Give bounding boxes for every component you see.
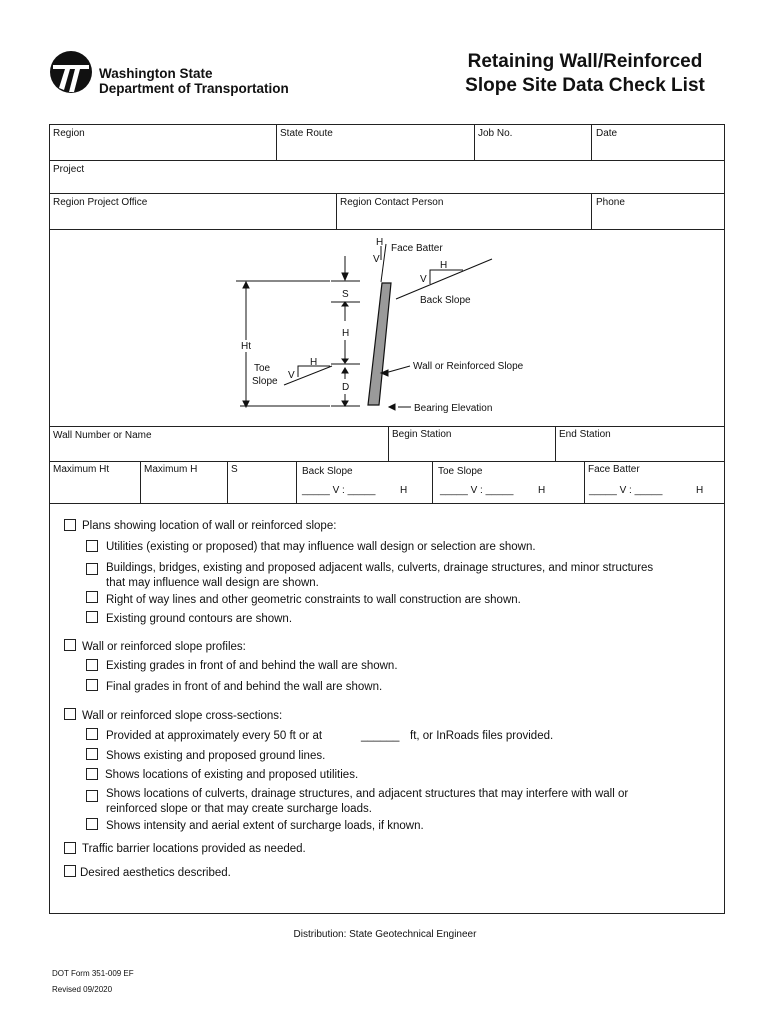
final-grades-checkbox[interactable] [86, 679, 98, 691]
toe-slope-v-label: V [288, 370, 295, 381]
buildings-checkbox[interactable] [86, 563, 98, 575]
contours-checkbox[interactable] [86, 611, 98, 623]
back-slope-v-label: V [420, 274, 427, 285]
right-of-way-label: Right of way lines and other geometric constraints to wall construction are shown. [106, 594, 521, 606]
wall-number-field[interactable]: Wall Number or Name [53, 430, 152, 441]
sections-checkbox[interactable] [64, 708, 76, 720]
end-station-field[interactable]: End Station [559, 429, 611, 440]
date-field[interactable]: Date [596, 128, 618, 139]
toe-label: Toe [254, 363, 271, 374]
right-of-way-checkbox[interactable] [86, 591, 98, 603]
wall-body [368, 283, 391, 405]
toe-slope-field[interactable]: Toe Slope [438, 466, 483, 477]
utilities-locations-checkbox[interactable] [86, 768, 98, 780]
maximum-ht-field[interactable]: Maximum Ht [53, 464, 110, 475]
back-slope-field[interactable]: Back Slope [302, 466, 353, 477]
existing-grades-label: Existing grades in front of and behind the wall are shown. [106, 660, 398, 672]
s-field[interactable]: S [231, 464, 238, 475]
face-batter-h: H [696, 485, 704, 496]
plans-checkbox[interactable] [64, 519, 76, 531]
final-grades-label: Final grades in front of and behind the wall are shown. [106, 681, 383, 693]
ground-lines-label: Shows existing and proposed ground lines. [106, 750, 326, 762]
bearing-label: Bearing Elevation [414, 403, 493, 414]
toe-slope-h: H [538, 485, 546, 496]
toe-slope-h-label: H [310, 357, 318, 368]
utilities-locations-label: Shows locations of existing and proposed utilities. [105, 769, 359, 781]
region-project-office-field[interactable]: Region Project Office [53, 197, 148, 208]
h-label: H [342, 328, 350, 339]
sections-label: Wall or reinforced slope cross-sections: [82, 710, 283, 722]
back-slope-h-label: H [440, 260, 448, 271]
title-line-2: Slope Site Data Check List [465, 75, 705, 96]
interval-input[interactable]: ______ [361, 730, 400, 742]
traffic-barrier-label: Traffic barrier locations provided as needed. [82, 843, 306, 855]
traffic-barrier-checkbox[interactable] [64, 842, 76, 854]
contours-label: Existing ground contours are shown. [106, 613, 293, 625]
back-slope-ratio[interactable]: _____ V : _____ [302, 485, 376, 496]
back-slope-h: H [400, 485, 408, 496]
buildings-label: Buildings, bridges, existing and proposed adjacent walls, culverts, drainage structures, and minor structures that may influence wall design are shown. [106, 562, 654, 589]
interval-label-end: ft, or InRoads files provided. [410, 730, 554, 742]
face-batter-v-label: V [373, 254, 380, 265]
title-line-1: Retaining Wall/Reinforced [467, 51, 703, 72]
surcharge-label: Shows intensity and aerial extent of surcharge loads, if known. [106, 820, 424, 832]
wall-label: Wall or Reinforced Slope [413, 361, 524, 372]
maximum-h-field[interactable]: Maximum H [144, 464, 198, 475]
form-number: DOT Form 351-009 EF [52, 969, 134, 978]
culverts-checkbox[interactable] [86, 790, 98, 802]
utilities-label: Utilities (existing or proposed) that may influence wall design or selection are shown. [106, 541, 536, 553]
existing-grades-checkbox[interactable] [86, 659, 98, 671]
distribution: Distribution: State Geotechnical Engineer [293, 929, 477, 940]
slope-label: Slope [252, 376, 278, 387]
culverts-label: Shows locations of culverts, drainage structures, and adjacent structures that may interfere with wall or reinforced slope or that may create surcharge loads. [106, 788, 629, 815]
face-batter-h-label: H [376, 237, 384, 248]
ground-lines-checkbox[interactable] [86, 748, 98, 760]
org-line-2: Department of Transportation [99, 81, 289, 96]
utilities-checkbox[interactable] [86, 540, 98, 552]
surcharge-checkbox[interactable] [86, 818, 98, 830]
interval-checkbox[interactable] [86, 728, 98, 740]
back-slope-label: Back Slope [420, 295, 471, 306]
region-contact-person-field[interactable]: Region Contact Person [340, 197, 444, 208]
aesthetics-checkbox[interactable] [64, 865, 76, 877]
plans-label: Plans showing location of wall or reinforced slope: [82, 520, 337, 532]
face-batter-ratio[interactable]: _____ V : _____ [589, 485, 663, 496]
ht-label: Ht [241, 341, 251, 352]
toe-slope-ratio[interactable]: _____ V : _____ [440, 485, 514, 496]
d-label: D [342, 382, 350, 393]
region-field[interactable]: Region [53, 128, 85, 139]
profiles-label: Wall or reinforced slope profiles: [82, 641, 246, 653]
phone-field[interactable]: Phone [596, 197, 625, 208]
org-line-1: Washington State [99, 66, 213, 81]
begin-station-field[interactable]: Begin Station [392, 429, 452, 440]
face-batter-label: Face Batter [391, 243, 443, 254]
revised-date: Revised 09/2020 [52, 985, 113, 994]
interval-label: Provided at approximately every 50 ft or at [106, 730, 323, 742]
aesthetics-label: Desired aesthetics described. [80, 867, 231, 879]
state-route-field[interactable]: State Route [280, 128, 333, 139]
s-label: S [342, 289, 349, 300]
job-no-field[interactable]: Job No. [478, 128, 513, 139]
face-batter-field[interactable]: Face Batter [588, 464, 640, 475]
profiles-checkbox[interactable] [64, 639, 76, 651]
project-field[interactable]: Project [53, 164, 85, 175]
